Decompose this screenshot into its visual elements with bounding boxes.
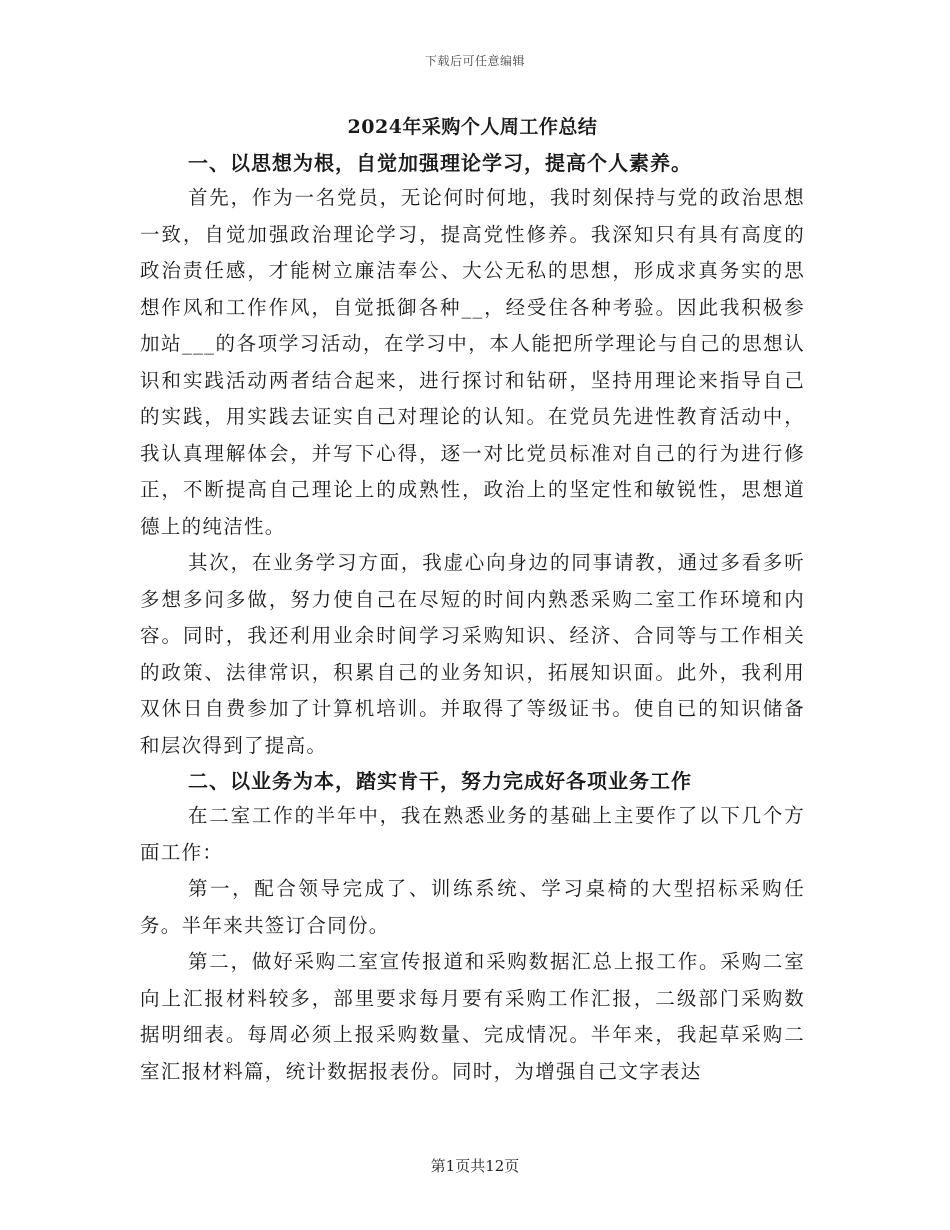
section-heading-2: 二、以业务为本，踏实肯干，努力完成好各项业务工作 [188, 769, 692, 793]
paragraph-2: 其次，在业务学习方面，我虚心向身边的同事请教，通过多看多听多想多问多做，努力使自己在尽短的时间内熟悉采购二室工作环境和内容。同时，我还利用业余时间学习采购知识、经济、合同等与工作相关的政策、法律常识，积累自己的业务知识，拓展知识面。此外，我利用双休日自费参加了计算机培训。并取得了等级证书。使自已的知识储备和层次得到了提高。 [140, 551, 805, 757]
document-title: 2024年采购个人周工作总结 [347, 116, 598, 138]
paragraph-3: 在二室工作的半年中，我在熟悉业务的基础上主要作了以下几个方面工作： [140, 804, 805, 864]
paragraph-1: 首先，作为一名党员，无论何时何地，我时刻保持与党的政治思想一致，自觉加强政治理论学习，提高党性修养。我深知只有具有高度的政治责任感，才能树立廉洁奉公、大公无私的思想，形成求真务实的思想作风和工作作风，自觉抵御各种__，经受住各种考验。因此我积极参加站___的各项学习活动，在学习中，本人能把所学理论与自己的思想认识和实践活动两者结合起来，进行探讨和钻研，坚持用理论来指导自己的实践，用实践去证实自己对理论的认知。在党员先进性教育活动中，我认真理解体会，并写下心得，逐一对比党员标准对自己的行为进行修正，不断提高自己理论上的成熟性，政治上的坚定性和敏锐性，思想道德上的纯洁性。 [140, 186, 805, 538]
header-note: 下载后可任意编辑 [424, 54, 525, 68]
document-body [140, 112, 805, 1090]
paragraph-4: 第一，配合领导完成了、训练系统、学习桌椅的大型招标采购任务。半年来共签订合同份。 [140, 877, 805, 937]
page-footer: 第1页共12页 [430, 1157, 520, 1175]
paragraph-5: 第二，做好采购二室宣传报道和采购数据汇总上报工作。采购二室向上汇报材料较多，部里要求每月要有采购工作汇报，二级部门采购数据明细表。每周必须上报采购数量、完成情况。半年来，我起草采购二室汇报材料篇，统计数据报表份。同时，为增强自己文字表达 [140, 950, 805, 1083]
section-heading-1: 一、以思想为根，自觉加强理论学习，提高个人素养。 [188, 151, 692, 175]
